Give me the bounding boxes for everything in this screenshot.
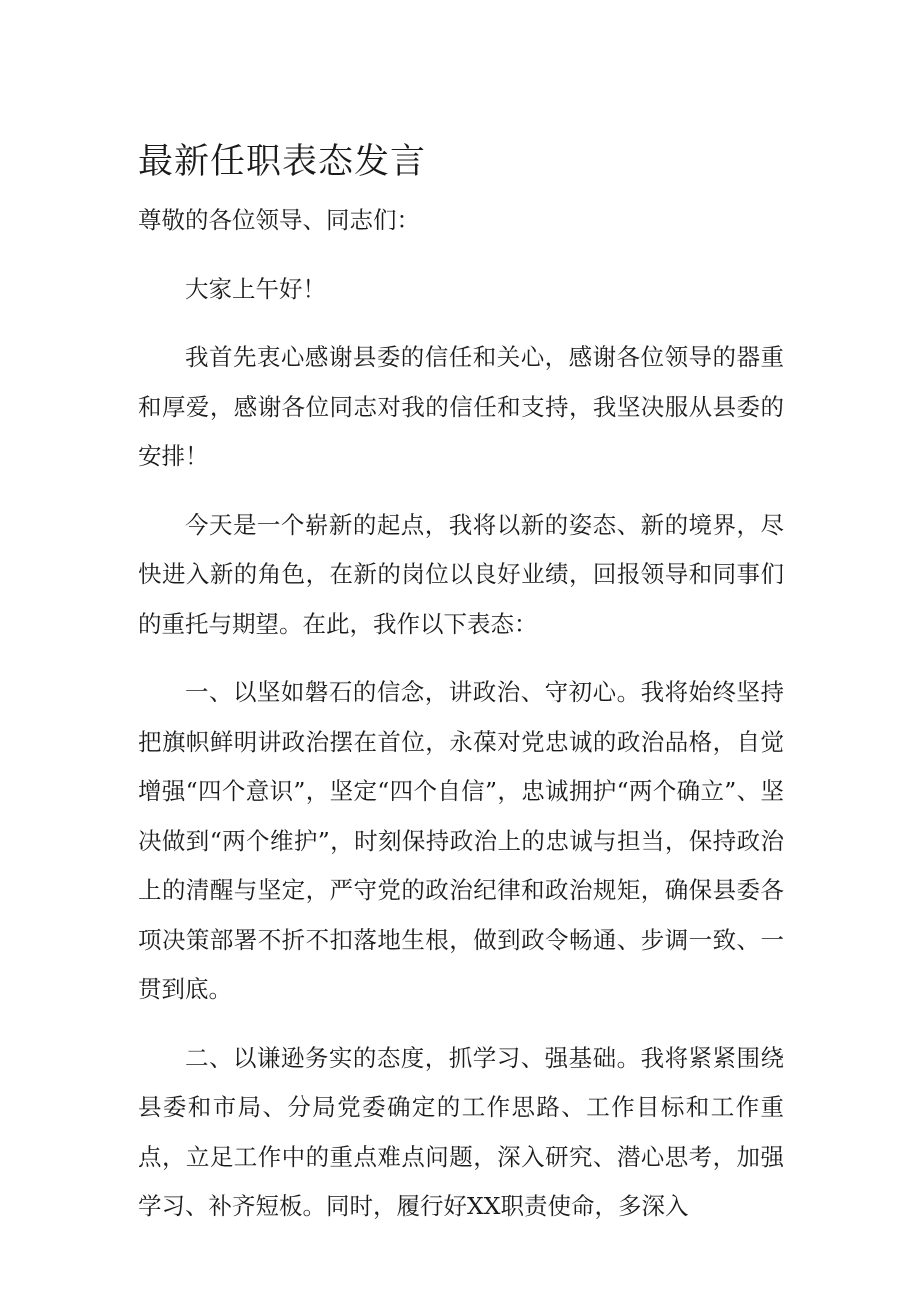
document-body <box>138 196 784 1251</box>
paragraph-politics: 一、以坚如磐石的信念，讲政治、守初心。我将始终坚持把旗帜鲜明讲政治摆在首位，永葆对党忠诚的政治品格，自觉增强“四个意识”，坚定“四个自信”，忠诚拥护“两个确立”、坚决做到“两个维护”，时刻保持政治上的忠诚与担当，保持政治上的清醒与坚定，严守党的政治纪律和政治规矩，确保县委各项决策部署不折不扣落地生根，做到政令畅通、步调一致、一贯到底。 <box>138 678 784 1003</box>
paragraph-new-start: 今天是一个崭新的起点，我将以新的姿态、新的境界，尽快进入新的角色，在新的岗位以良好业绩，回报领导和同事们的重托与期望。在此，我作以下表态： <box>138 510 784 638</box>
greeting: 大家上午好！ <box>185 274 326 303</box>
paragraph-thanks: 我首先衷心感谢县委的信任和关心，感谢各位领导的器重和厚爱，感谢各位同志对我的信任和支持，我坚决服从县委的安排！ <box>138 343 784 470</box>
salutation: 尊敬的各位领导、同志们： <box>138 206 420 234</box>
document-title: 最新任职表态发言 <box>138 142 427 182</box>
paragraph-study: 二、以谦逊务实的态度，抓学习、强基础。我将紧紧围绕县委和市局、分局党委确定的工作思路、工作目标和工作重点，立足工作中的重点难点问题，深入研究、潜心思考，加强学习、补齐短板。同时，履行好XX职责使命，多深入 <box>138 1043 784 1220</box>
